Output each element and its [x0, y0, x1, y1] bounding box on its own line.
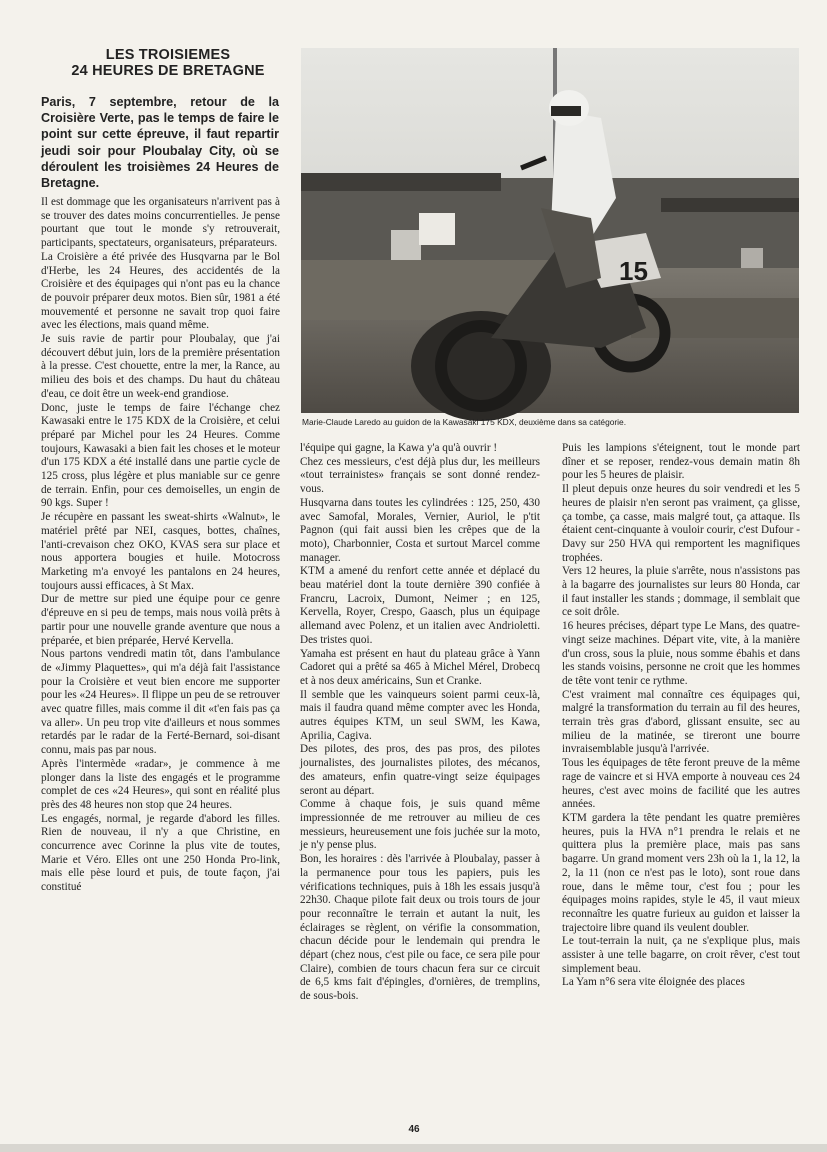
paragraph: Nous partons vendredi matin tôt, dans l'ambulance de «Jimmy Plaquettes», qui m'a déjà fait l'assistance pour la Croisière et veut bien encore me supporter pour les «24 Heures». Il flippe un peu de se retrouver avec quatre filles, mais comme il dit «t'en fais pas ça va aller». Un peu trop vite d'ailleurs et nous sommes retardés par le radar de la Ferté-Bernard, soi-disant connu, mais pas par nous. [41, 648, 280, 757]
page-bottom-edge [0, 1144, 827, 1152]
photo-caption: Marie-Claude Laredo au guidon de la Kawasaki 175 KDX, deuxième dans sa catégorie. [302, 417, 627, 427]
paragraph: La Croisière a été privée des Husqvarna par le Bol d'Herbe, les 24 Heures, des accidentés de la Croisière et des équipages qui n'ont pas eu la chance de pouvoir préparer deux motos. Bien sûr, 1981 a été mouvementé et personne ne savait trop quoi faire avec les élections, mais quand même. [41, 250, 280, 332]
paragraph: C'est vraiment mal connaître ces équipages qui, malgré la transformation du terrain au fil des heures, terrain très gras d'abord, glissant ensuite, sec au milieu de la matinée, se tireront une bourre invraisemblable jusqu'à l'arrivée. [562, 688, 800, 756]
paragraph: Comme à chaque fois, je suis quand même impressionnée de me retrouver au milieu de ces messieurs, heureusement une fois juchée sur la moto, je n'y pense plus. [300, 798, 540, 852]
paragraph: Il semble que les vainqueurs soient parmi ceux-là, mais il faudra quand même compter avec les Honda, autres équipes KTM, un seul SWM, les Kawa, Aprilia, Cagiva. [300, 688, 540, 742]
paragraph: Donc, juste le temps de faire l'échange chez Kawasaki entre le 175 KDX de la Croisière, et celui préparé par Michel pour les 24 Heures. Comme toujours, Kawasaki a bien fait les choses et le moteur d'un 175 KDX a été installé dans une partie cycle de 125 cross, plus légère et plus maniable sur ce genre de terrain. Enfin, pour ces demoiselles, un engin de 90 kgs. Super ! [41, 401, 280, 510]
paragraph: Des pilotes, des pros, des pas pros, des pilotes journalistes, des journalistes pilotes, des mécanos, des amateurs, enfin quatre-vingt seize équipages seront au départ. [300, 743, 540, 797]
paragraph: KTM a amené du renfort cette année et déplacé du beau matériel dont la toute dernière 390 confiée à Francru, Lacroix, Dumont, Neimer ; en 125, Kervella, Royer, Crespo, Gaasch, plus un équipage allemand avec Polenz, et un italien avec Andrioletti. Des tristes quoi. [300, 565, 540, 646]
motocross-photo [301, 48, 799, 413]
paragraph: Je suis ravie de partir pour Ploubalay, que j'ai découvert début juin, lors de la première présentation à la presse. C'est chouette, entre la mer, la Rance, au milieu des bois et des champs. Du haut du château d'eau, ce doit être un week-end grandiose. [41, 333, 280, 400]
article-lead: Paris, 7 septembre, retour de la Croisière Verte, pas le temps de faire le point sur cette épreuve, il faut repartir jeudi soir pour Ploubalay City, où se déroulent les troisièmes 24 Heures de Bretagne. [41, 95, 279, 191]
article-title [42, 47, 294, 79]
paragraph: Vers 12 heures, la pluie s'arrête, nous n'assistons pas à la bagarre des journalistes sur leurs 80 Honda, car il faut installer les stands ; dommage, il semblait que ce soit drôle. [562, 565, 800, 619]
paragraph: Il est dommage que les organisateurs n'arrivent pas à se trouver des dates moins concurrentielles. Je pense pourtant que tout le monde s'y retrouverait, participants, spectateurs, organisateurs, préparateurs. [41, 196, 280, 250]
paragraph: KTM gardera la tête pendant les quatre premières heures, puis la HVA n°1 prendra le relais et ne quittera plus la première place, mais pas sans bagarre. Un grand moment vers 23h où la 1, la 12, la 2, la 11 (non ce n'est pas le loto), sont roue dans roue, dans le même tour, c'est fou ; pour les équipages moins rapides, style le 45, il vaut mieux reconnaître les quatre furieux au guidon et laisser la trajectoire libre quand ils veulent doubler. [562, 811, 800, 934]
paragraph: Je récupère en passant les sweat-shirts «Walnut», le matériel prêté par NEI, casques, bottes, chaînes, l'anti-crevaison chez OKO, KVAS sera sur place et nous apportera bougies et huile. Motocross Marketing m'a envoyé les pantalons en 24 heures, toujours aussi efficaces, à St Max. [41, 511, 280, 592]
article-photo [301, 48, 799, 413]
paragraph: Yamaha est présent en haut du plateau grâce à Yann Cadoret qui a prêté sa 465 à Michel Mérel, Drobecq et à nos deux américains, Sun et Cranke. [300, 647, 540, 687]
article-column-3 [562, 442, 800, 989]
paragraph: Tous les équipages de tête feront preuve de la même rage de vaincre et si HVA emporte à nouveau ces 24 heures, c'est avec moins de facilité que les autres années. [562, 757, 800, 811]
paragraph: Après l'intermède «radar», je commence à me plonger dans la liste des engagés et le programme complet de ces «24 Heures», qui sont en réalité plus près des 48 heures non stop que 24 heures. [41, 757, 280, 811]
article-column-2 [300, 442, 540, 1003]
paragraph: Dur de mettre sur pied une équipe pour ce genre d'épreuve en si peu de temps, mais nous voilà prêts à partir pour une nouvelle grande aventure que nous a préparée, et bien préparée, Hervé Kervella. [41, 593, 280, 647]
paragraph: l'équipe qui gagne, la Kawa y'a qu'à ouvrir ! [300, 442, 498, 454]
paragraph: Puis les lampions s'éteignent, tout le monde part dîner et se reposer, rendez-vous demain matin 8h pour les 5 heures de plaisir. [562, 442, 800, 482]
paragraph: Bon, les horaires : dès l'arrivée à Ploubalay, passer à la permanence pour tous les papiers, puis les vérifications techniques, puis à 18h les essais jusqu'à 22h30. Chaque pilote fait deux ou trois tours de jour pour reconnaître le terrain et autant la nuit, les éclairages se règlent, on vérifie la consommation, chacun décide pour le lendemain qui prendra le départ (chez nous, c'est pile ou face, ce sera pile pour Claire), combien de tours chacun fera sur ce circuit de 6,5 kms fait d'épingles, d'ornières, de tremplins, de sous-bois. [300, 853, 540, 1003]
paragraph: Les engagés, normal, je regarde d'abord les filles. Rien de nouveau, il n'y a que Christine, en concurrence avec Corinne la plus vite de toutes, Marie et Véro. Elles ont une 250 Honda Pro-link, mais elle pèse lourd et puis, de toute façon, j'ai constitué [41, 812, 280, 894]
paragraph: 16 heures précises, départ type Le Mans, des quatre-vingt seize machines. Départ vite, vite, à la manière d'un cross, sous la pluie, nous somme ébahis et dans les stands voisins, personne ne croit que les hommes de tête vont tenir ce rythme. [562, 620, 800, 687]
paragraph: Le tout-terrain la nuit, ça ne s'explique plus, mais assister à une telle bagarre, on croit rêver, c'est tout simplement beau. [562, 935, 800, 975]
paragraph: Husqvarna dans toutes les cylindrées : 125, 250, 430 avec Samofal, Morales, Vernier, Auriol, le p'tit Pagnon (qui fait aussi bien les crêpes que de la moto), Charbonnier, Costa et surtout Marcel comme manager. [300, 496, 540, 564]
title-line-1: LES TROISIEMES [105, 47, 231, 63]
paragraph: La Yam n°6 sera vite éloignée des places [562, 976, 745, 989]
race-plate-number: 15 [619, 256, 648, 286]
paragraph: Il pleut depuis onze heures du soir vendredi et les 5 heures de plaisir n'en seront pas vraiment, ça glisse, ça tombe, ça casse, mais malgré tout, ça attaque. Ils étaient cent-cinquante à vouloir courir, c'est Dufour - Davy sur 250 HVA qui remportent les magnifiques trophées. [562, 483, 800, 564]
title-line-2: 24 HEURES DE BRETAGNE [71, 63, 265, 79]
paragraph: Chez ces messieurs, c'est déjà plus dur, les meilleurs «tout terrainistes» français se sont donné rendez-vous. [300, 455, 540, 496]
article-column-1 [41, 196, 280, 894]
page-number: 46 [408, 1124, 420, 1135]
